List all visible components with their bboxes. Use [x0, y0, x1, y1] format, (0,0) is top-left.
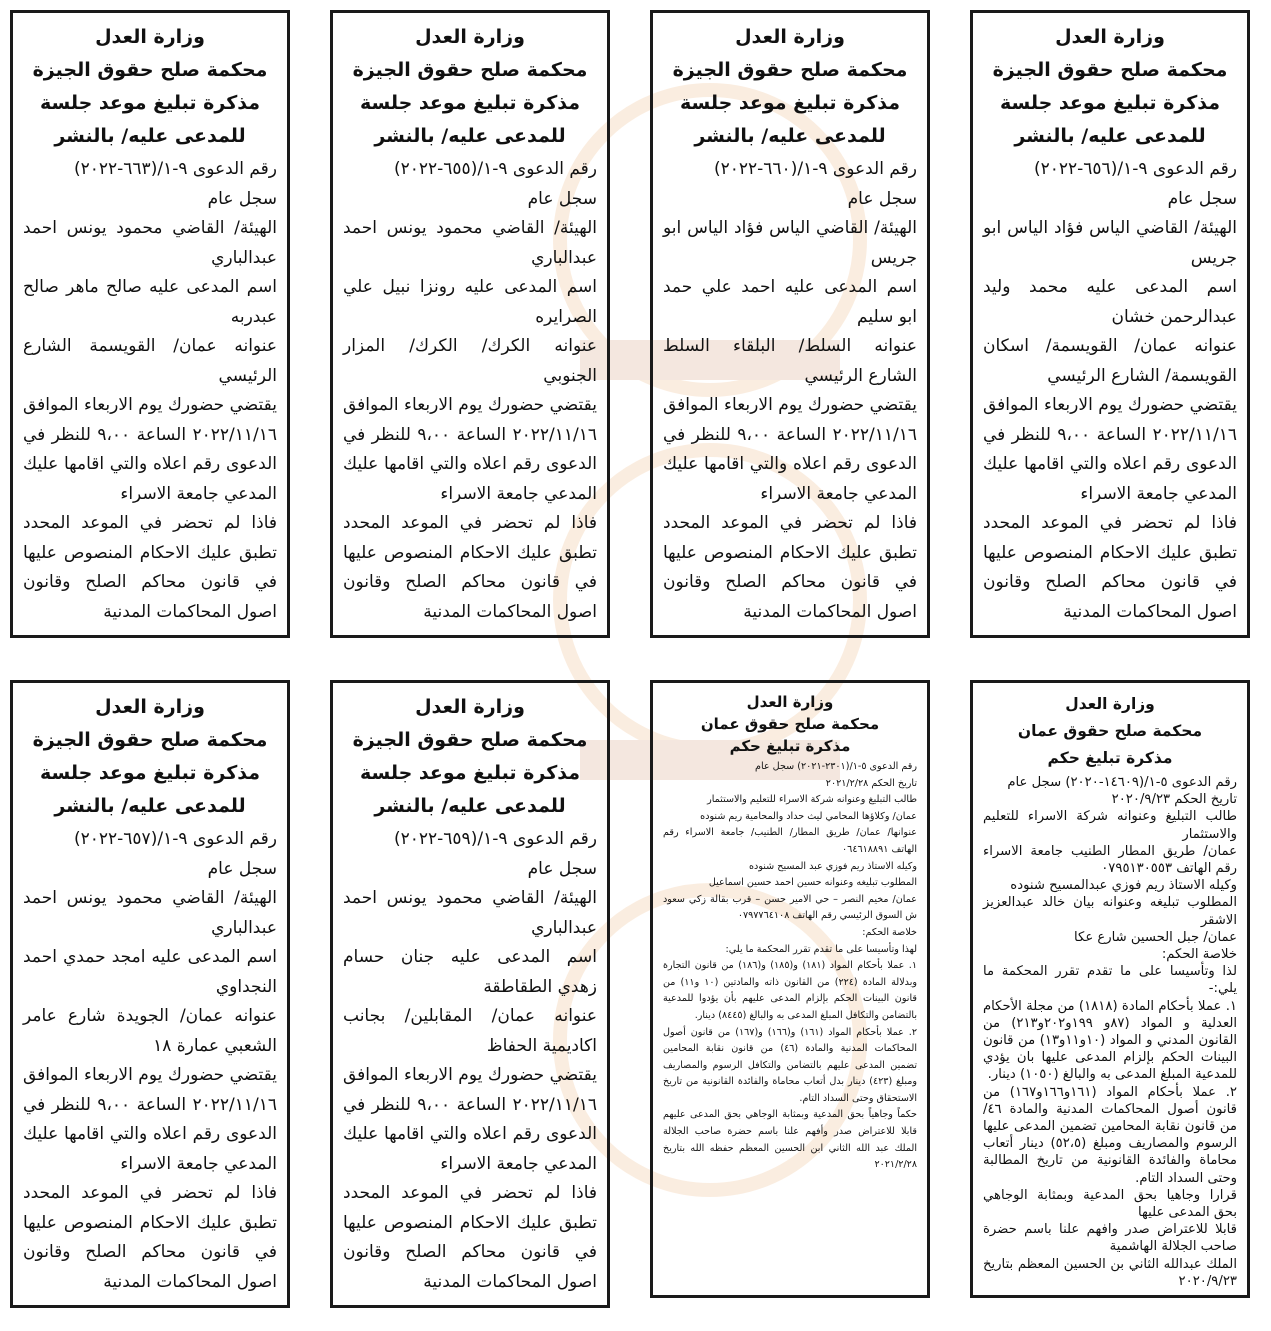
notice-subtitle: للمدعى عليه/ بالنشر	[54, 125, 246, 147]
court-heading: محكمة صلح حقوق الجيزة	[32, 59, 268, 81]
notice-660	[650, 10, 930, 638]
ministry-heading: وزارة العدل	[95, 696, 205, 718]
warning-text: فاذا لم تحضر في الموعد المحدد تطبق عليك الاحكام المنصوص عليها في قانون محاكم الصلح وقانون اصول المحاكمات المدنية	[663, 513, 917, 622]
ministry-heading: وزارة العدل	[746, 693, 834, 711]
court-heading: محكمة صلح حقوق الجيزة	[352, 729, 588, 751]
case-number: رقم الدعوى ٩-١/(٦٦٣-٢٠٢٢)	[73, 159, 277, 179]
notice-subtitle: للمدعى عليه/ بالنشر	[1014, 125, 1206, 147]
case-number: رقم الدعوى ٩-١/(٦٦٠-٢٠٢٢)	[713, 159, 917, 179]
defendant-name: اسم المدعى عليه محمد وليد عبدالرحمن خشان	[983, 277, 1237, 327]
judgment-line: حكماً وجاهياً بحق المدعية وبمثابة الوجاهي بحق المدعى عليهم قابلا للاعتراض صدر وأفهم علنا باسم حضرة صاحب الجلالة الملك عبد الله الثاني ابن الحسين المعظم حفظه الله بتاريخ ٢٠٢١/٢/٢٨	[663, 1109, 917, 1171]
case-number: رقم الدعوى ٩-١/(٦٥٥-٢٠٢٢)	[393, 159, 597, 179]
notice-656	[970, 10, 1250, 638]
judgment-line: لذا وتأسيسا على ما تقدم تقرر المحكمة ما يلي:-	[983, 964, 1237, 997]
judgment-line: طالب التبليغ وعنوانه شركة الاسراء للتعليم والاستثمار	[983, 809, 1237, 842]
judgment-line: قابلا للاعتراض صدر وافهم علنا باسم حضرة صاحب الجلالة الهاشمية	[983, 1222, 1237, 1255]
ministry-heading: وزارة العدل	[95, 26, 205, 48]
notice-title: مذكرة تبليغ موعد جلسة	[40, 92, 260, 114]
attendance-text: يقتضي حضورك يوم الاربعاء الموافق ٢٠٢٢/١١/١٦ الساعة ٩،٠٠ للنظر في الدعوى رقم اعلاه والتي اقامها عليك المدعي جامعة الاسراء	[663, 395, 917, 504]
judgment-line: عمان/ وكلاؤها المحامي ليث حداد والمحامية ريم شنوده	[700, 810, 917, 822]
judgment-line: عنوانها/ عمان/ طريق المطار/ الطنيب/ جامعة الاسراء رقم الهاتف ٠٦٤٦١٨٨٩١	[663, 827, 917, 855]
judgment-line: عمان/ جبل الحسين شارع عكا	[1074, 929, 1237, 945]
defendant-name: اسم المدعى عليه صالح ماهر صالح عبدربه	[23, 277, 277, 327]
court-heading: محكمة صلح حقوق عمان	[700, 715, 880, 733]
judgment-line: خلاصة الحكم:	[862, 926, 917, 938]
notice-title: مذكرة تبليغ حكم	[729, 737, 851, 755]
notice-title: مذكرة تبليغ موعد جلسة	[680, 92, 900, 114]
register-type: سجل عام	[847, 188, 917, 209]
ministry-heading: وزارة العدل	[735, 26, 845, 48]
notice-title: مذكرة تبليغ موعد جلسة	[1000, 92, 1220, 114]
notice-657	[10, 680, 290, 1308]
defendant-address: عنوانه عمان/ القويسمة الشارع الرئيسي	[23, 336, 277, 386]
attendance-text: يقتضي حضورك يوم الاربعاء الموافق ٢٠٢٢/١١/١٦ الساعة ٩،٠٠ للنظر في الدعوى رقم اعلاه والتي اقامها عليك المدعي جامعة الاسراء	[343, 1065, 597, 1174]
ministry-heading: وزارة العدل	[1055, 26, 1165, 48]
notice-subtitle: للمدعى عليه/ بالنشر	[54, 795, 246, 817]
register-type: سجل عام	[527, 188, 597, 209]
judge-panel: الهيئة/ القاضي محمود يونس احمد عبدالباري	[343, 888, 597, 938]
case-number: رقم الدعوى ٩-١/(٦٥٩-٢٠٢٢)	[393, 829, 597, 849]
notice-655	[330, 10, 610, 638]
judgment-line: ٢. عملا بأحكام المواد (١٦١) و(١٦٦) و(١٦٧) من قانون أصول المحاكمات المدنية والمادة (٤٦) من قانون نقابة المحامين تضمين المدعى عليهم بالتضامن والتكافل الرسوم والمصاريف ومبلغ (٤٢٣) دينار بدل أتعاب محاماة والفائدة القانونية من تاريخ الاستحقاق وحتى السداد التام.	[663, 1026, 917, 1104]
notice-subtitle: للمدعى عليه/ بالنشر	[374, 125, 566, 147]
register-type: سجل عام	[1167, 188, 1237, 209]
court-heading: محكمة صلح حقوق الجيزة	[352, 59, 588, 81]
defendant-name: اسم المدعى عليه امجد حمدي احمد النجداوي	[23, 947, 277, 997]
judgment-line: لهذا وتأسيسا على ما تقدم تقرر المحكمة ما يلي:	[725, 943, 917, 955]
judge-panel: الهيئة/ القاضي الياس فؤاد الياس ابو جريس	[663, 218, 917, 268]
warning-text: فاذا لم تحضر في الموعد المحدد تطبق عليك الاحكام المنصوص عليها في قانون محاكم الصلح وقانون اصول المحاكمات المدنية	[23, 513, 277, 622]
court-heading: محكمة صلح حقوق الجيزة	[992, 59, 1228, 81]
judgment-notice-14609	[970, 680, 1250, 1298]
notice-title: مذكرة تبليغ موعد جلسة	[360, 92, 580, 114]
judgment-line: المطلوب تبليغه وعنوانه حسين احمد حسين اسماعيل	[708, 877, 917, 889]
judge-panel: الهيئة/ القاضي محمود يونس احمد عبدالباري	[23, 888, 277, 938]
case-number: رقم الدعوى ٩-١/(٦٥٦-٢٠٢٢)	[1033, 159, 1237, 179]
judgment-line: قرارا وجاهيا بحق المدعية وبمثابة الوجاهي بحق المدعى عليها	[983, 1187, 1237, 1221]
court-heading: محكمة صلح حقوق الجيزة	[672, 59, 908, 81]
judgment-line: طالب التبليغ وعنوانه شركة الاسراء للتعليم والاستثمار	[707, 794, 917, 806]
judgment-line: ١. عملا بأحكام المواد (١٨١) و(١٨٥) و(١٨٦) من قانون التجارة وبدلالة المادة (٢٢٤) من القانون ذاته والمادتين (١٠ و١١) من قانون البينات الحكم بإلزام المدعى عليهم بأن يؤدوا للمدعية بالتضامن والتكافل المبلغ المدعى به والبالغ (٨٤٤٥) دينار.	[663, 960, 918, 1021]
judgment-line: ١. عملا بأحكام المادة (١٨١٨) من مجلة الأحكام العدلية و المواد (٨٧و ١٩٩و٢٠٢و٢١٣) من القانون المدني و المواد (١٠و١١و١٣) من قانون البينات الحكم بإلزام المدعى عليها بان يؤدي للمدعية المبلغ المدعى به والبالغ (١٠٥٠) دينار.	[983, 998, 1237, 1083]
judge-panel: الهيئة/ القاضي محمود يونس احمد عبدالباري	[343, 218, 597, 268]
judgment-line: وكيله الاستاذ ريم فوزي عبدالمسيح شنوده	[1010, 878, 1237, 894]
judgment-line: خلاصة الحكم:	[1161, 947, 1237, 963]
register-type: سجل عام	[207, 188, 277, 209]
ministry-heading: وزارة العدل	[415, 696, 525, 718]
judgment-line: الملك عبدالله الثاني بن الحسين المعظم بتاريخ ٢٠٢٠/٩/٢٣	[983, 1256, 1237, 1289]
judgment-line: عمان/ مخيم النصر – حي الامير حسن – قرب بقالة زكي سعود ش السوق الرئيسي رقم الهاتف ٠٧٩٧٧٦٤١٠٨	[663, 893, 917, 922]
defendant-address: عنوانه السلط/ البلقاء السلط الشارع الرئيسي	[663, 336, 917, 386]
court-heading: محكمة صلح حقوق عمان	[1017, 722, 1203, 740]
warning-text: فاذا لم تحضر في الموعد المحدد تطبق عليك الاحكام المنصوص عليها في قانون محاكم الصلح وقانون اصول المحاكمات المدنية	[343, 513, 597, 622]
notice-title: مذكرة تبليغ موعد جلسة	[40, 762, 260, 784]
warning-text: فاذا لم تحضر في الموعد المحدد تطبق عليك الاحكام المنصوص عليها في قانون محاكم الصلح وقانون اصول المحاكمات المدنية	[23, 1183, 277, 1292]
notice-659	[330, 680, 610, 1308]
court-heading: محكمة صلح حقوق الجيزة	[32, 729, 268, 751]
warning-text: فاذا لم تحضر في الموعد المحدد تطبق عليك الاحكام المنصوص عليها في قانون محاكم الصلح وقانون اصول المحاكمات المدنية	[983, 513, 1237, 622]
judgment-line: ٢. عملا بأحكام المواد (١٦١و١٦٦و١٦٧) من قانون أصول المحاكمات المدنية والمادة ٤٦/ من قانون نقابة المحامين تضمين المدعى عليها الرسوم والمصاريف ومبلغ (٥٢،٥) دينار أتعاب محاماة والفائدة القانونية من تاريخ المطالبة وحتى السداد التام.	[983, 1084, 1237, 1186]
defendant-address: عنوانه عمان/ القويسمة/ اسكان القويسمة/ الشارع الرئيسي	[983, 336, 1237, 386]
judgment-line: المطلوب تبليغه وعنوانه بيان خالد عبدالعزيز الاشقر	[983, 895, 1237, 928]
defendant-address: عنوانه عمان/ المقابلين/ بجانب اكاديمية الحفاظ	[343, 1006, 597, 1056]
judgment-notice-2301	[650, 680, 930, 1298]
notice-subtitle: للمدعى عليه/ بالنشر	[694, 125, 886, 147]
attendance-text: يقتضي حضورك يوم الاربعاء الموافق ٢٠٢٢/١١/١٦ الساعة ٩،٠٠ للنظر في الدعوى رقم اعلاه والتي اقامها عليك المدعي جامعة الاسراء	[983, 395, 1237, 504]
warning-text: فاذا لم تحضر في الموعد المحدد تطبق عليك الاحكام المنصوص عليها في قانون محاكم الصلح وقانون اصول المحاكمات المدنية	[343, 1183, 597, 1292]
judge-panel: الهيئة/ القاضي محمود يونس احمد عبدالباري	[23, 218, 277, 268]
defendant-address: عنوانه عمان/ الجويدة شارع عامر الشعبي عمارة ١٨	[23, 1006, 277, 1056]
notice-663	[10, 10, 290, 638]
judgment-line: تاريخ الحكم ٢٠٢٠/٩/٢٣	[1111, 792, 1237, 808]
judge-panel: الهيئة/ القاضي الياس فؤاد الياس ابو جريس	[983, 218, 1237, 268]
judgment-line: تاريخ الحكم ٢٠٢١/٢/٢٨	[825, 777, 917, 789]
case-number: رقم الدعوى ٩-١/(٦٥٧-٢٠٢٢)	[73, 829, 277, 849]
ministry-heading: وزارة العدل	[1065, 695, 1155, 713]
notice-title: مذكرة تبليغ موعد جلسة	[360, 762, 580, 784]
defendant-name: اسم المدعى عليه جنان حسام زهدي الطقاطقة	[343, 947, 597, 997]
attendance-text: يقتضي حضورك يوم الاربعاء الموافق ٢٠٢٢/١١/١٦ الساعة ٩،٠٠ للنظر في الدعوى رقم اعلاه والتي اقامها عليك المدعي جامعة الاسراء	[23, 395, 277, 504]
attendance-text: يقتضي حضورك يوم الاربعاء الموافق ٢٠٢٢/١١/١٦ الساعة ٩،٠٠ للنظر في الدعوى رقم اعلاه والتي اقامها عليك المدعي جامعة الاسراء	[23, 1065, 277, 1174]
judgment-line: عمان/ طريق المطار الطنيب جامعة الاسراء رقم الهاتف ٠٧٩٥١٣٠٥٥٣	[983, 843, 1237, 877]
attendance-text: يقتضي حضورك يوم الاربعاء الموافق ٢٠٢٢/١١/١٦ الساعة ٩،٠٠ للنظر في الدعوى رقم اعلاه والتي اقامها عليك المدعي جامعة الاسراء	[343, 395, 597, 504]
defendant-name: اسم المدعى عليه رونزا نبيل علي الصرايره	[343, 277, 597, 327]
ministry-heading: وزارة العدل	[415, 26, 525, 48]
defendant-name: اسم المدعى عليه احمد علي حمد ابو سليم	[663, 277, 917, 327]
notice-title: مذكرة تبليغ حكم	[1047, 749, 1173, 767]
notice-subtitle: للمدعى عليه/ بالنشر	[374, 795, 566, 817]
judgment-line: وكيله الاستاذ ريم فوزي عبد المسيح شنوده	[749, 860, 917, 872]
register-type: سجل عام	[207, 858, 277, 879]
register-type: سجل عام	[527, 858, 597, 879]
judgment-line: رقم الدعوى ٥-١/(٢٣٠١-٢٠٢١) سجل عام	[755, 761, 917, 772]
judgment-line: رقم الدعوى ٥-١/(١٤٦٠٩-٢٠٢٠) سجل عام	[1007, 775, 1237, 790]
defendant-address: عنوانه الكرك/ الكرك/ المزار الجنوبي	[343, 336, 597, 386]
